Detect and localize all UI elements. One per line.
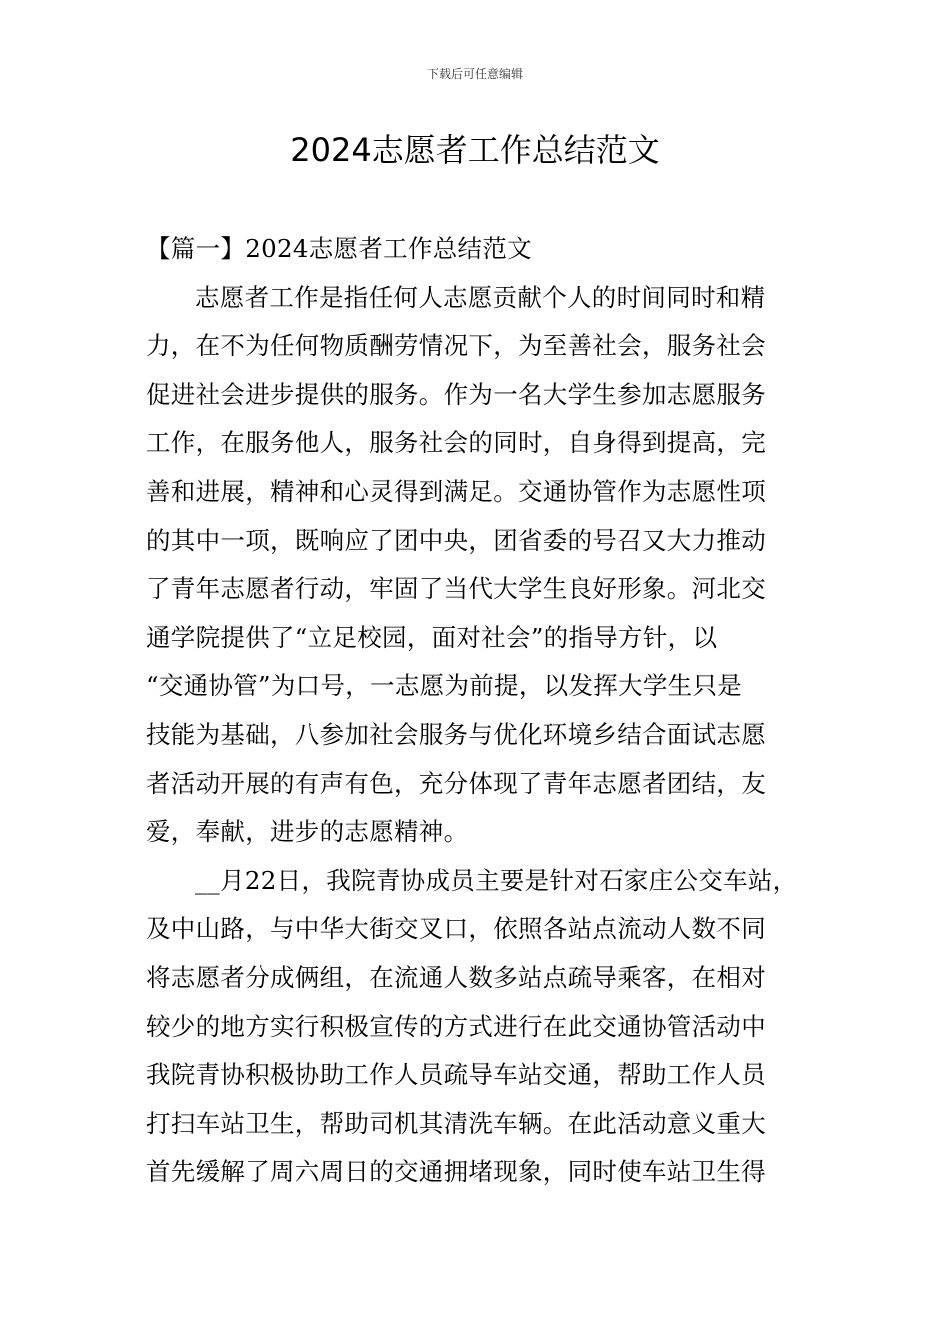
text-line: 技能为基础，八参加社会服务与优化环境乡结合面试志愿 bbox=[146, 719, 766, 749]
header-note: 下载后可任意编辑 bbox=[426, 67, 523, 81]
document-title: 2024志愿者工作总结范文 bbox=[290, 131, 660, 169]
text-line: 爱，奉献，进步的志愿精神。 bbox=[146, 817, 469, 847]
text-line: 志愿者工作是指任何人志愿贡献个人的时间同时和精 bbox=[195, 282, 766, 312]
text-line: 首先缓解了周六周日的交通拥堵现象，同时使车站卫生得 bbox=[146, 1157, 766, 1187]
text-line: 善和进展，精神和心灵得到满足。交通协管作为志愿性项 bbox=[146, 476, 766, 506]
paragraph-2 bbox=[146, 857, 808, 1197]
text-line: 者活动开展的有声有色，充分体现了青年志愿者团结，友 bbox=[146, 768, 766, 798]
text-line: 的其中一项，既响应了团中央，团省委的号召又大力推动 bbox=[146, 525, 766, 555]
text-line: __月22日，我院青协成员主要是针对石家庄公交车站， bbox=[195, 865, 798, 895]
text-line: 打扫车站卫生，帮助司机其清洗车辆。在此活动意义重大 bbox=[146, 1108, 766, 1138]
paragraph-1 bbox=[146, 274, 808, 857]
document-body bbox=[146, 225, 808, 1197]
text-line: 及中山路，与中华大街交叉口，依照各站点流动人数不同 bbox=[146, 914, 766, 944]
text-line: 较少的地方实行积极宣传的方式进行在此交通协管活动中 bbox=[146, 1011, 766, 1041]
text-line: 了青年志愿者行动，牢固了当代大学生良好形象。河北交 bbox=[146, 574, 766, 604]
text-line: 通学院提供了“立足校园，面对社会”的指导方针，以 bbox=[146, 622, 718, 652]
text-line: “交通协管”为口号，一志愿为前提，以发挥大学生只是 bbox=[146, 671, 743, 701]
text-line: 我院青协积极协助工作人员疏导车站交通，帮助工作人员 bbox=[146, 1060, 766, 1090]
text-line: 促进社会进步提供的服务。作为一名大学生参加志愿服务 bbox=[146, 379, 766, 409]
text-line: 力，在不为任何物质酬劳情况下，为至善社会，服务社会 bbox=[146, 331, 766, 361]
section-heading: 【篇一】2024志愿者工作总结范文 bbox=[146, 234, 532, 263]
text-line: 工作，在服务他人，服务社会的同时，自身得到提高，完 bbox=[146, 428, 766, 458]
text-line: 将志愿者分成俩组，在流通人数多站点疏导乘客，在相对 bbox=[146, 962, 766, 992]
